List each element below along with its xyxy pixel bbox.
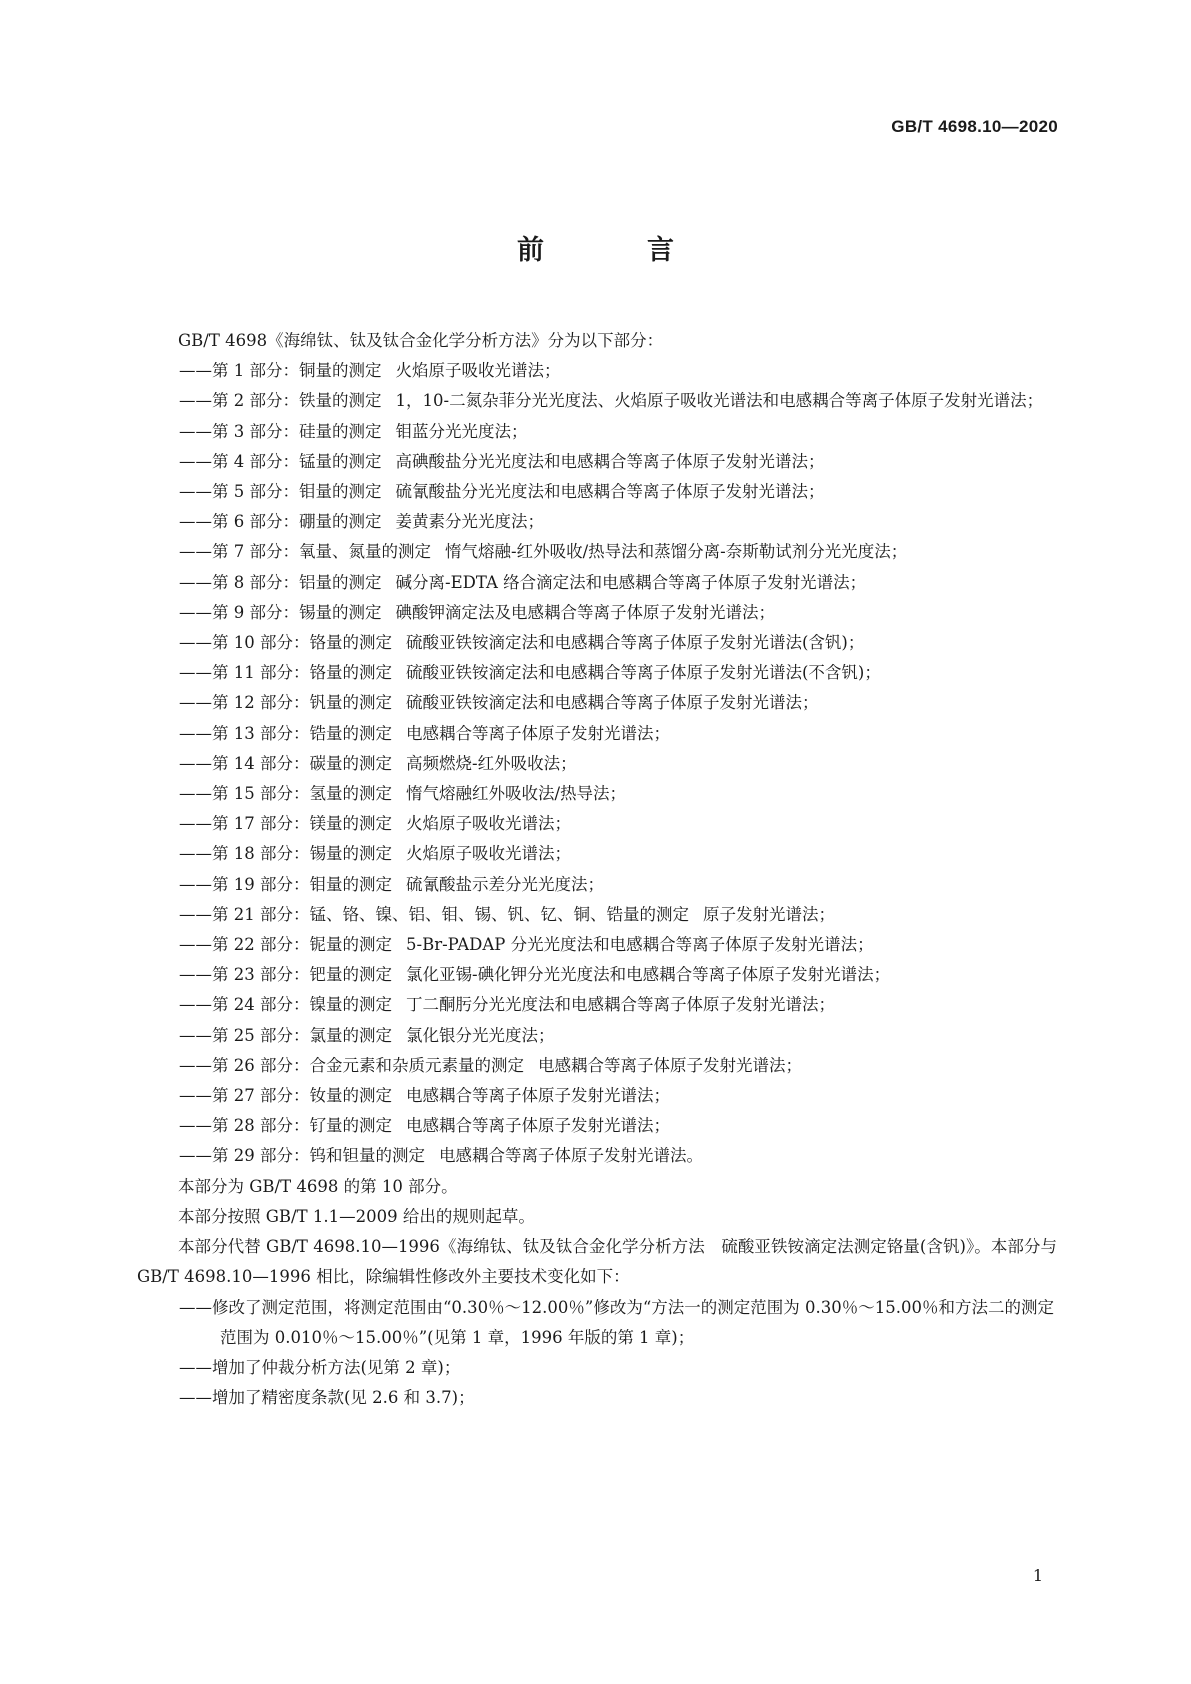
part-title: ——第 25 部分：氯量的测定: [179, 1025, 392, 1045]
part-title: ——第 5 部分：钼量的测定: [179, 482, 382, 502]
list-item: [137, 870, 1057, 900]
part-method: 姜黄素分光光度法；: [395, 512, 544, 532]
page-title: 前 言: [517, 235, 712, 266]
part-method: 电感耦合等离子体原子发射光谱法；: [406, 1086, 670, 1106]
intro-paragraph: GB/T 4698《海绵钛、钛及钛合金化学分析方法》分为以下部分：: [178, 331, 664, 350]
list-item: [137, 477, 1057, 507]
list-item: [137, 1081, 1057, 1111]
change-item: ——增加了仲裁分析方法(见第 2 章)；: [179, 1357, 461, 1377]
part-title: ——第 14 部分：碳量的测定: [179, 753, 392, 773]
part-method: 高频燃烧-红外吸收法；: [406, 753, 577, 773]
part-title: ——第 13 部分：锆量的测定: [179, 723, 392, 743]
part-method: 硫氰酸盐示差分光光度法；: [406, 874, 604, 894]
part-method: 丁二酮肟分光光度法和电感耦合等离子体原子发射光谱法；: [406, 995, 835, 1015]
part-method: 电感耦合等离子体原子发射光谱法；: [538, 1055, 802, 1075]
part-method: 硫酸亚铁铵滴定法和电感耦合等离子体原子发射光谱法(含钒)；: [406, 633, 865, 653]
part-title: ——第 19 部分：钼量的测定: [179, 874, 392, 894]
list-item: [137, 990, 1057, 1020]
list-item: [137, 930, 1057, 960]
list-item: [137, 809, 1057, 839]
list-item: [137, 749, 1057, 779]
list-item: [137, 1051, 1057, 1081]
part-title: ——第 3 部分：硅量的测定: [179, 421, 382, 441]
list-item: [137, 1141, 1057, 1171]
list-item: [137, 507, 1057, 537]
part-method: 惰气熔融-红外吸收/热导法和蒸馏分离-奈斯勒试剂分光光度法；: [445, 542, 908, 562]
part-title: ——第 11 部分：铬量的测定: [179, 663, 392, 683]
list-item: [137, 568, 1057, 598]
part-title: ——第 4 部分：锰量的测定: [179, 451, 382, 471]
part-method: 硫氰酸盐分光光度法和电感耦合等离子体原子发射光谱法；: [395, 482, 825, 502]
list-item: [137, 688, 1057, 718]
part-method: 火焰原子吸收光谱法；: [406, 814, 571, 834]
list-item: [137, 598, 1057, 628]
part-method: 5-Br-PADAP 分光光度法和电感耦合等离子体原子发射光谱法；: [406, 935, 874, 955]
part-method: 氯化亚锡-碘化钾分光光度法和电感耦合等离子体原子发射光谱法；: [406, 965, 891, 985]
part-title: ——第 22 部分：铌量的测定: [179, 935, 392, 955]
part-title: ——第 17 部分：镁量的测定: [179, 814, 392, 834]
list-item: [137, 900, 1057, 930]
parts-list: [137, 356, 1057, 1171]
part-title: ——第 10 部分：铬量的测定: [179, 633, 392, 653]
part-title: ——第 7 部分：氧量、氮量的测定: [179, 542, 431, 562]
part-title: ——第 8 部分：铝量的测定: [179, 572, 382, 592]
part-title: ——第 18 部分：锡量的测定: [179, 844, 392, 864]
change-item: ——修改了测定范围，将测定范围由“0.30％～12.00％”修改为“方法一的测定范围为 0.30％～15.00％和方法二的测定范围为 0.010％～15.00％”(见第 1 章，1996 年版的第 1 章)；: [179, 1297, 1054, 1347]
list-item: [137, 1111, 1057, 1141]
list-item: [137, 447, 1057, 477]
list-item: [137, 779, 1057, 809]
part-title: ——第 6 部分：硼量的测定: [179, 512, 382, 532]
list-item: [137, 960, 1057, 990]
part-method: 碱分离-EDTA 络合滴定法和电感耦合等离子体原子发射光谱法；: [395, 572, 867, 592]
part-title: ——第 1 部分：铜量的测定: [179, 361, 382, 381]
document-code: GB/T 4698.10—2020: [891, 117, 1058, 136]
part-title: ——第 21 部分：锰、铬、镍、铝、钼、锡、钒、钇、铜、锆量的测定: [179, 904, 689, 924]
change-item: ——增加了精密度条款(见 2.6 和 3.7)；: [179, 1388, 475, 1408]
part-title: ——第 9 部分：锡量的测定: [179, 602, 382, 622]
list-item: [137, 417, 1057, 447]
part-title: ——第 12 部分：钒量的测定: [179, 693, 392, 713]
part-method: 电感耦合等离子体原子发射光谱法；: [406, 723, 670, 743]
part-method: 原子发射光谱法；: [703, 904, 835, 924]
part-method: 硫酸亚铁铵滴定法和电感耦合等离子体原子发射光谱法(不含钒)；: [406, 663, 881, 683]
page-number: 1: [1032, 1566, 1043, 1585]
part-method: 硫酸亚铁铵滴定法和电感耦合等离子体原子发射光谱法；: [406, 693, 819, 713]
part-method: 电感耦合等离子体原子发射光谱法。: [439, 1146, 703, 1166]
list-item: [137, 537, 1057, 567]
part-title: ——第 28 部分：钌量的测定: [179, 1116, 392, 1136]
part-title: ——第 2 部分：铁量的测定: [179, 391, 382, 411]
list-item: [137, 839, 1057, 869]
part-title: ——第 29 部分：钨和钽量的测定: [179, 1146, 425, 1166]
part-statement: 本部分为 GB/T 4698 的第 10 部分。: [178, 1176, 458, 1196]
list-item: [137, 386, 1057, 416]
replacement-statement: 本部分代替 GB/T 4698.10—1996《海绵钛、钛及钛合金化学分析方法 硫酸亚铁铵滴定法测定铬量(含钒)》。本部分与 GB/T 4698.10—1996 相比，除编辑性修改外主要技术变化如下：: [137, 1237, 1057, 1287]
part-method: 高碘酸盐分光光度法和电感耦合等离子体原子发射光谱法；: [395, 451, 825, 471]
part-method: 1，10-二氮杂菲分光光度法、火焰原子吸收光谱法和电感耦合等离子体原子发射光谱法；: [395, 391, 1044, 411]
document-body: [137, 326, 1057, 1413]
list-item: [137, 628, 1057, 658]
part-title: ——第 27 部分：钕量的测定: [179, 1086, 392, 1106]
part-title: ——第 26 部分：合金元素和杂质元素量的测定: [179, 1055, 524, 1075]
list-item: [137, 658, 1057, 688]
list-item: [137, 1021, 1057, 1051]
part-title: ——第 23 部分：钯量的测定: [179, 965, 392, 985]
drafting-rule-statement: 本部分按照 GB/T 1.1—2009 给出的规则起草。: [178, 1206, 535, 1226]
part-method: 钼蓝分光光度法；: [395, 421, 528, 441]
part-method: 火焰原子吸收光谱法；: [395, 361, 561, 381]
part-method: 惰气熔融红外吸收法/热导法；: [406, 784, 627, 804]
part-method: 碘酸钾滴定法及电感耦合等离子体原子发射光谱法；: [395, 602, 775, 622]
part-title: ——第 15 部分：氢量的测定: [179, 784, 392, 804]
list-item: [137, 719, 1057, 749]
list-item: [137, 356, 1057, 386]
part-title: ——第 24 部分：镍量的测定: [179, 995, 392, 1015]
changes-list: [137, 1293, 1057, 1414]
part-method: 氯化银分光光度法；: [406, 1025, 555, 1045]
part-method: 火焰原子吸收光谱法；: [406, 844, 571, 864]
part-method: 电感耦合等离子体原子发射光谱法；: [406, 1116, 670, 1136]
